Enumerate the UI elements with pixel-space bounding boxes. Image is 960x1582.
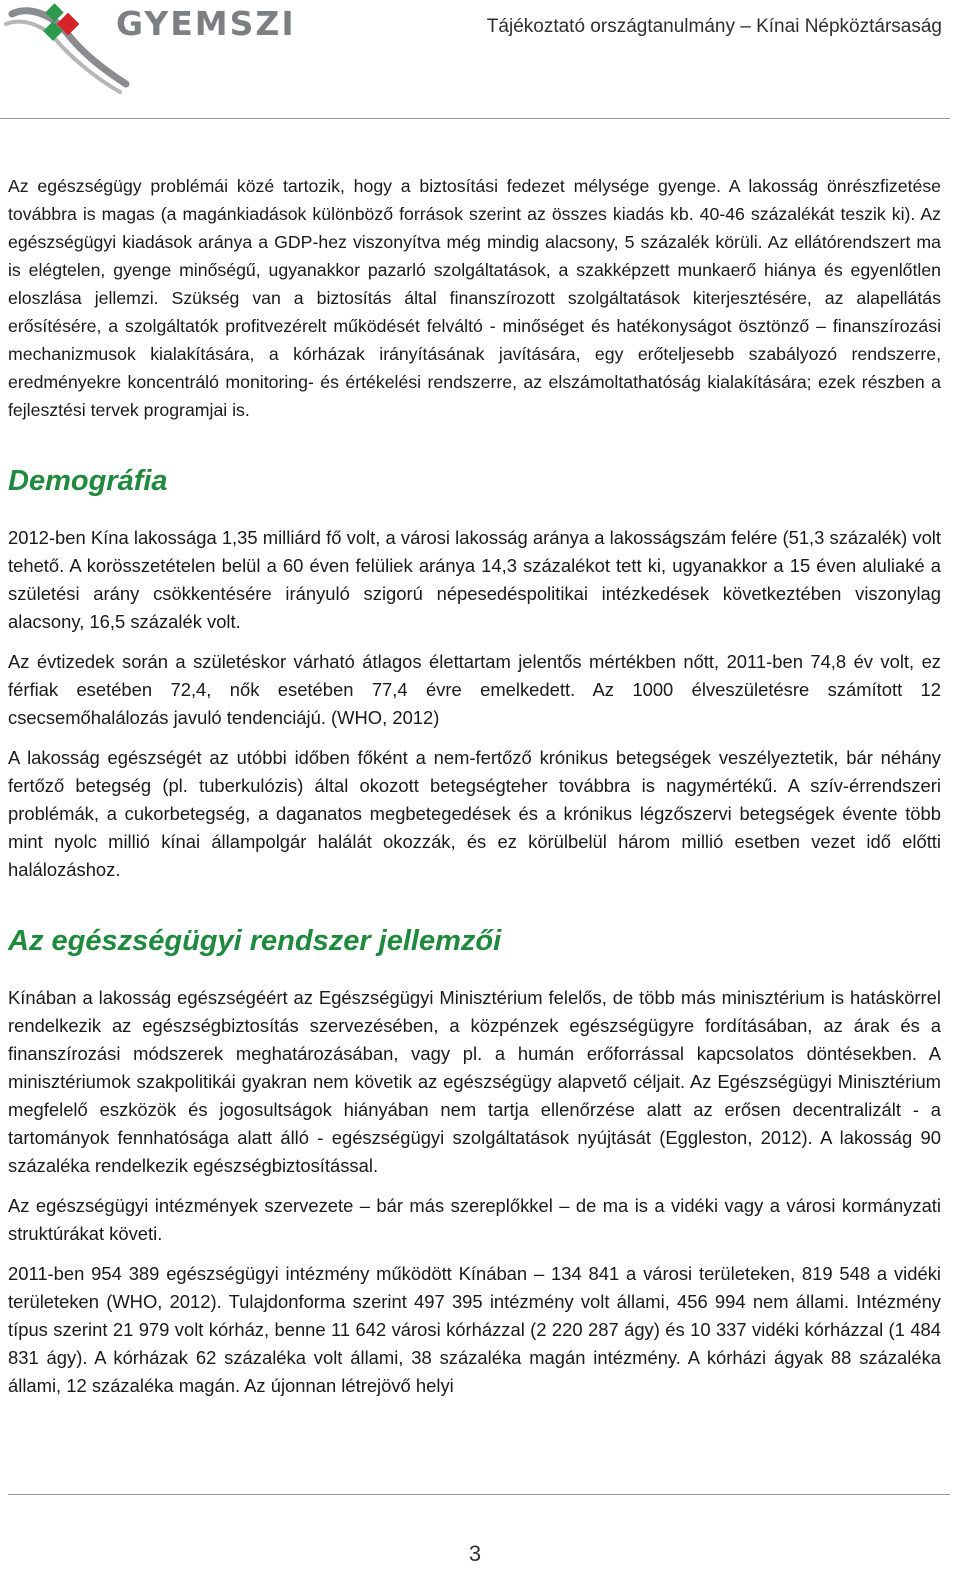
section-heading-demografia: Demográfia <box>8 465 168 497</box>
intro-paragraph: Az egészségügy problémái közé tartozik, hogy a biztosítási fedezet mélysége gyenge. A lakosság önrészfizetése továbbra is magas (a magánkiadások különböző források szerint az összes kiadás kb. 40-46 százalékát teszik ki). Az egészségügyi kiadások aránya a GDP-hez viszonyítva még mindig alacsony, 5 százalék körüli. Az ellátórendszert ma is elégtelen, gyenge minőségű, ugyanakkor pazarló szolgáltatások, a szakképzett munkaerő hiánya és egyenlőtlen eloszlása jellemzi. Szükség van a biztosítás által finanszírozott szolgáltatások kiterjesztésére, az alapellátás erősítésére, a szolgáltatók profitvezérelt működését felváltó - minőséget és hatékonyságot ösztönző – finanszírozási mechanizmusok kialakítására, a kórházak irányításának javítására, egy erőteljesebb szabályozó rendszerre, eredményekre koncentráló monitoring- és értékelési rendszerre, az elszámoltathatóság kialakítására; ezek részben a fejlesztési tervek programjai is. <box>8 176 941 420</box>
demografia-paragraph-3: A lakosság egészségét az utóbbi időben főként a nem-fertőző krónikus betegségek veszélyeztetik, bár néhány fertőző betegség (pl. tuberkulózis) által okozott betegségteher továbbra is nagymértékű. A szív-érrendszeri problémák, a cukorbetegség, a daganatos megbetegedések és a krónikus légzőszervi betegségek évente több mint nyolc millió kínai állampolgár halálát okozzák, és ez körülbelül három millió esetben vezet idő előtti halálozáshoz. <box>8 747 941 880</box>
demografia-paragraph-2: Az évtizedek során a születéskor várható átlagos élettartam jelentős mértékben nőtt, 2011-ben 74,8 év volt, ez férfiak esetében 72,4, nők esetében 77,4 évre emelkedett. Az 1000 élveszületésre számított 12 csecsemőhalálozás javuló tendenciájú. (WHO, 2012) <box>8 651 941 728</box>
page-header <box>0 0 960 120</box>
document-running-title: Tájékoztató országtanulmány – Kínai Népköztársaság <box>486 16 942 37</box>
demografia-paragraph-1: 2012-ben Kína lakossága 1,35 milliárd fő volt, a városi lakosság aránya a lakosságszám felére (51,3 százalék) volt tehető. A korösszetételen belül a 60 éven felüliek aránya 14,3 százalékot tett ki, ugyanakkor a 15 éven aluliaké a születési arány csökkentésére irányuló szigorú népesedéspolitikai intézkedések következtében viszonylag alacsony, 16,5 százalék volt. <box>8 527 941 632</box>
section-heading-egeszsegugyi-rendszer: Az egészségügyi rendszer jellemzői <box>8 925 502 957</box>
header-divider <box>0 118 950 119</box>
page-number: 3 <box>468 1541 482 1566</box>
rendszer-paragraph-2: Az egészségügyi intézmények szervezete – bár más szereplőkkel – de ma is a vidéki vagy a városi kormányzati struktúrákat követi. <box>8 1195 941 1244</box>
footer-divider <box>8 1494 950 1495</box>
page-content <box>8 172 941 1400</box>
rendszer-paragraph-3: 2011-ben 954 389 egészségügyi intézmény működött Kínában – 134 841 a városi területeken, 819 548 a vidéki területeken (WHO, 2012). Tulajdonforma szerint 497 395 intézmény volt állami, 456 994 nem állami. Intézmény típus szerint 21 979 volt kórház, benne 11 642 városi kórházzal (2 220 287 ágy) és 10 337 vidéki kórházzal (1 484 831 ágy). A kórházak 62 százaléka volt állami, 38 százaléka magán intézmény. A kórházi ágyak 88 százaléka állami, 12 százaléka magán. Az újonnan létrejövő helyi <box>8 1263 941 1396</box>
rendszer-paragraph-1: Kínában a lakosság egészségéért az Egészségügyi Minisztérium felelős, de több más minisztérium is hatáskörrel rendelkezik az egészségbiztosítás szervezésében, a közpénzek egészségügyre fordításában, az árak és a finanszírozási módszerek meghatározásában, vagy pl. a humán erőforrással kapcsolatos döntésekben. A minisztériumok szakpolitikái gyakran nem követik az egészségügy alapvető céljait. Az Egészségügyi Minisztérium megfelelő eszközök és jogosultságok hiányában nem tartja ellenőrzése alatt az erősen decentralizált - a tartományok fennhatósága alatt álló - egészségügyi szolgáltatások nyújtását (Eggleston, 2012). A lakosság 90 százaléka rendelkezik egészségbiztosítással. <box>8 987 941 1176</box>
gyemszi-logo-icon <box>2 0 130 96</box>
logo-text: GYEMSZI <box>116 4 296 43</box>
